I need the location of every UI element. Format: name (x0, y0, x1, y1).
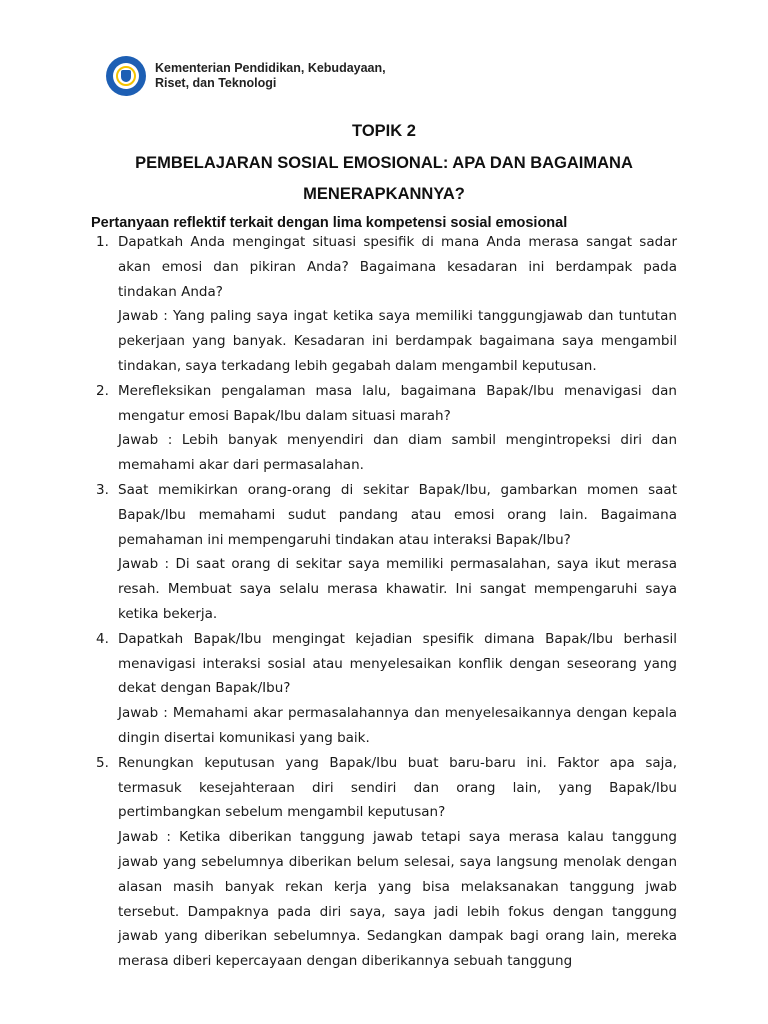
item-answer: Jawab : Ketika diberikan tanggung jawab tetapi saya merasa kalau tanggung jawab yang sebelumnya diberikan belum selesai, saya langsung menolak dengan alasan masih banyak rekan kerja yang bisa melaksanakan tanggung jwab tersebut. Dampaknya pada diri saya, saya jadi lebih fokus dengan tanggung jawab yang diberikan sebelumnya. Sedangkan dampak bagi orang lain, mereka merasa diberi kepercayaan dengan diberikannya sebuah tanggung (118, 829, 677, 970)
ministry-name-line2: Riset, dan Teknologi (155, 76, 277, 90)
item-answer: Jawab : Lebih banyak menyendiri dan diam sambil mengintropeksi diri dan memahami akar dari permasalahan. (118, 432, 677, 474)
list-item (96, 230, 677, 379)
item-question: Renungkan keputusan yang Bapak/Ibu buat baru-baru ini. Faktor apa saja, termasuk kesejahteraan diri sendiri dan orang lain, yang Bapak/Ibu pertimbangkan sebelum mengambil keputusan? (118, 754, 677, 821)
item-number: 5. (96, 754, 109, 771)
list-item (96, 627, 677, 751)
list-item (96, 379, 677, 478)
item-answer: Jawab : Memahami akar permasalahannya dan menyelesaikannya dengan kepala dingin disertai komunikasi yang baik. (118, 705, 677, 746)
item-number: 3. (96, 481, 109, 498)
ministry-logo-icon (106, 56, 146, 96)
list-item (96, 478, 677, 627)
item-number: 1. (96, 234, 109, 250)
main-title-line1: PEMBELAJARAN SOSIAL EMOSIONAL: APA DAN BAGAIMANA (135, 154, 633, 172)
item-question: Dapatkah Bapak/Ibu mengingat kejadian spesifik dimana Bapak/Ibu berhasil menavigasi interaksi sosial atau menyelesaikan konflik dengan seseorang yang dekat dengan Bapak/Ibu? (118, 630, 677, 697)
list-item (96, 751, 677, 974)
question-list (96, 230, 677, 974)
main-title-line2: MENERAPKANNYA? (303, 185, 465, 203)
ministry-name-line1: Kementerian Pendidikan, Kebudayaan, (155, 61, 386, 75)
item-question: Merefleksikan pengalaman masa lalu, bagaimana Bapak/Ibu menavigasi dan mengatur emosi Bapak/Ibu dalam situasi marah? (118, 382, 677, 424)
item-number: 4. (96, 630, 109, 647)
ministry-name (155, 61, 386, 91)
item-answer: Jawab : Yang paling saya ingat ketika saya memiliki tanggungjawab dan tuntutan pekerjaan yang banyak. Kesadaran ini berdampak bagaimana saya mengambil tindakan, saya terkadang lebih gegabah dalam mengambil keputusan. (118, 308, 677, 374)
item-question: Saat memikirkan orang-orang di sekitar Bapak/Ibu, gambarkan momen saat Bapak/Ibu memahami sudut pandang atau emosi orang lain. Bagaimana pemahaman ini mempengaruhi tindakan atau interaksi Bapak/Ibu? (118, 481, 677, 548)
section-subtitle: Pertanyaan reflektif terkait dengan lima kompetensi sosial emosional (91, 215, 568, 231)
item-number: 2. (96, 382, 109, 399)
document-header (106, 56, 386, 96)
topic-title: TOPIK 2 (352, 122, 416, 140)
item-answer: Jawab : Di saat orang di sekitar saya memiliki permasalahan, saya ikut merasa resah. Membuat saya selalu merasa khawatir. Ini sangat mempengaruhi saya ketika bekerja. (118, 556, 677, 622)
item-question: Dapatkah Anda mengingat situasi spesifik di mana Anda merasa sangat sadar akan emosi dan pikiran Anda? Bagaimana kesadaran ini berdampak pada tindakan Anda? (118, 234, 677, 300)
